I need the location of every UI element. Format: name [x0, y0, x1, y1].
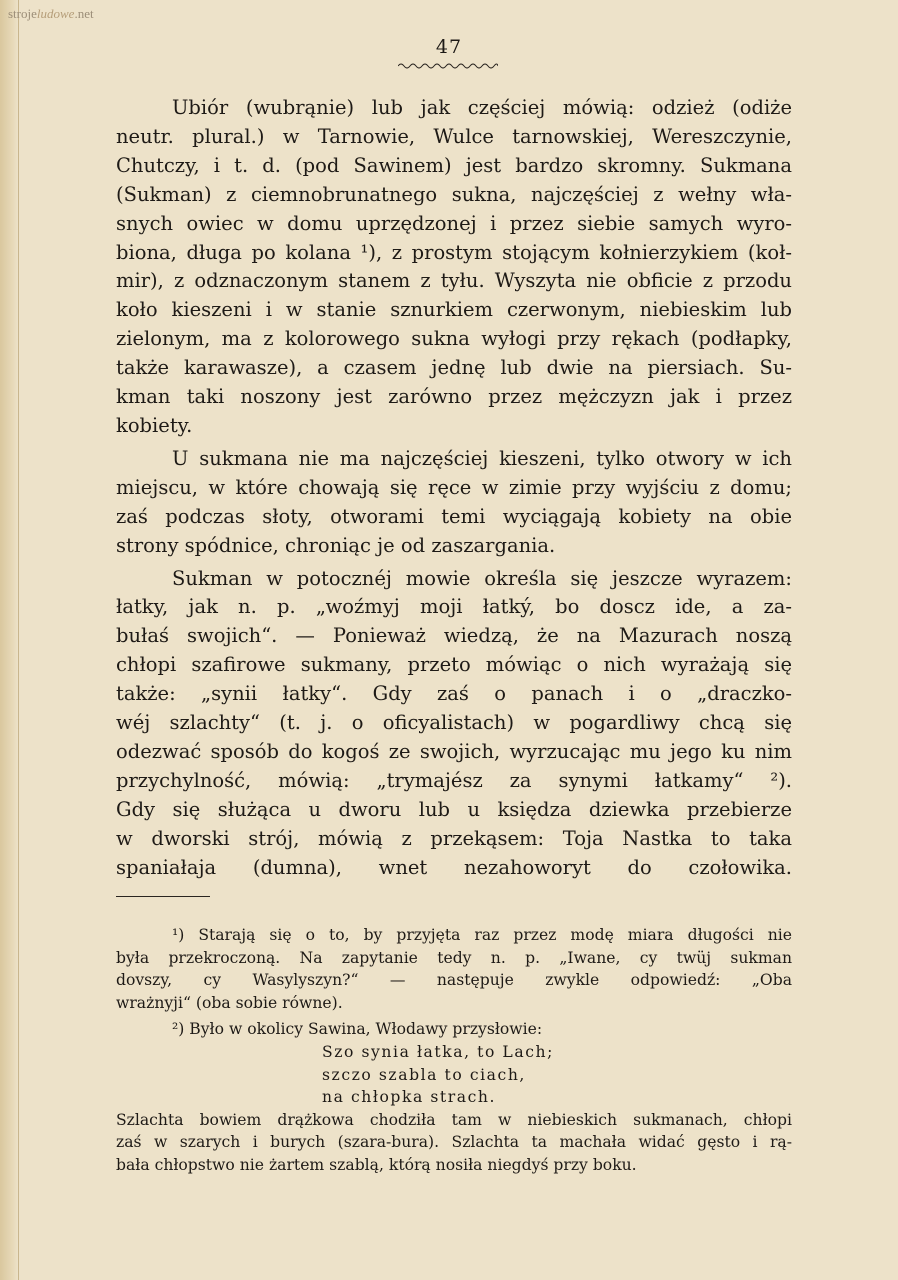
text-line: zielonym, ma z kolorowego sukna wyłogi przy rękach (podłapky, — [116, 327, 792, 351]
text-line: odezwać sposób do kogoś ze swojich, wyrzucając mu jego ku nim — [116, 739, 792, 763]
footnotes — [116, 924, 792, 1177]
decorative-wave-ornament — [398, 62, 498, 70]
footnote-line: wrażnyji“ (oba sobie równe). — [116, 993, 343, 1012]
text-line: U sukmana nie ma najczęściej kieszeni, tylko otwory w ich — [172, 446, 792, 470]
footnote-line: bała chłopstwo nie żartem szablą, którą nosiła niegdyś przy boku. — [116, 1155, 637, 1174]
paragraph-2 — [116, 445, 792, 561]
text-line: kobiety. — [116, 413, 193, 437]
text-line: mir), z odznaczonym stanem z tyłu. Wyszyta nie obficie z przodu — [116, 269, 792, 293]
watermark-part-1: stroje — [8, 6, 37, 21]
text-line: przychylność, mówią: „trymajész za synymi łatkamy“ ²). — [116, 768, 792, 792]
text-line: neutr. plural.) w Tarnowie, Wulce tarnowskiej, Wereszczynie, — [116, 124, 792, 148]
page-fold-line — [18, 0, 19, 1280]
watermark-part-3: .net — [74, 6, 94, 21]
paragraph-3 — [116, 565, 792, 883]
footnote-2 — [116, 1018, 792, 1176]
footnote-separator — [116, 896, 210, 897]
main-text — [116, 94, 792, 882]
text-line: Ubiór (wubrąnie) lub jak częściej mówią: odzież (odiże — [172, 96, 792, 119]
text-line: Chutczy, i t. d. (pod Sawinem) jest bardzo skromny. Sukmana — [116, 153, 792, 177]
proverb-line: Szo synia łatka, to Lach; — [322, 1042, 554, 1061]
text-line: spaniałaja (dumna), wnet nezahoworyt do czołowika. — [116, 855, 792, 879]
text-line: Sukman w potocznéj mowie określa się jeszcze wyrazem: — [172, 566, 792, 590]
proverb-line: na chłopka strach. — [322, 1088, 497, 1107]
paragraph-1 — [116, 94, 792, 441]
text-line: biona, długa po kolana ¹), z prostym stojącym kołnierzykiem (koł- — [116, 240, 792, 264]
footnote-line: zaś w szarych i burych (szara-bura). Szlachta ta machała widać gęsto i rą- — [116, 1133, 792, 1152]
text-line: w dworski strój, mówią z przekąsem: Toja Nastka to taka — [116, 826, 792, 850]
text-line: bułaś swojich“. — Ponieważ wiedzą, że na Mazurach noszą — [116, 624, 792, 648]
page-edge — [0, 0, 18, 1280]
text-line: także karawasze), a czasem jednę lub dwie na piersiach. Su- — [116, 356, 792, 380]
proverb-line: szczo szabla to ciach, — [322, 1065, 526, 1084]
text-line: miejscu, w które chowają się ręce w zimie przy wyjściu z domu; — [116, 475, 792, 499]
text-line: (Sukman) z ciemnobrunatnego sukna, najczęściej z wełny wła- — [116, 182, 792, 206]
footnote-line: była przekroczoną. Na zapytanie tedy n. p. „Iwane, cy twüj sukman — [116, 948, 792, 967]
text-line: łatky, jak n. p. „woźmyj moji łatký, bo doscz ide, a za- — [116, 595, 792, 619]
text-line: snych owiec w domu uprzędzonej i przez siebie samych wyro- — [116, 211, 792, 235]
footnote-line: Szlachta bowiem drążkowa chodziła tam w niebieskich sukmanach, chłopi — [116, 1110, 792, 1129]
watermark-part-2: ludowe — [36, 6, 75, 21]
footnote-line: ¹) Starają się o to, by przyjęta raz przez modę miara długości nie — [172, 926, 792, 944]
text-line: kman taki noszony jest zarówno przez mężczyzn jak i przez — [116, 385, 792, 409]
footnote-line: dovszy, cy Wasylyszyn?“ — następuje zwykle odpowiedź: „Oba — [116, 971, 792, 990]
footnote-1 — [116, 924, 792, 1014]
text-line: strony spódnice, chroniąc je od zaszargania. — [116, 533, 556, 557]
text-line: także: „synii łatky“. Gdy zaś o panach i o „draczko- — [116, 682, 792, 706]
text-line: wéj szlachty“ (t. j. o oficyalistach) w pogardliwy chcą się — [116, 711, 792, 735]
text-line: chłopi szafirowe sukmany, przeto mówiąc o nich wyrażają się — [116, 653, 792, 677]
site-watermark — [8, 6, 94, 22]
footnote-line: ²) Było w okolicy Sawina, Włodawy przysłowie: — [172, 1020, 543, 1039]
page-number: 47 — [435, 36, 463, 58]
text-line: Gdy się służąca u dworu lub u księdza dziewka przebierze — [116, 797, 792, 821]
text-line: zaś podczas słoty, otworami temi wyciągają kobiety na obie — [116, 504, 792, 528]
text-line: koło kieszeni i w stanie sznurkiem czerwonym, niebieskim lub — [116, 298, 792, 322]
